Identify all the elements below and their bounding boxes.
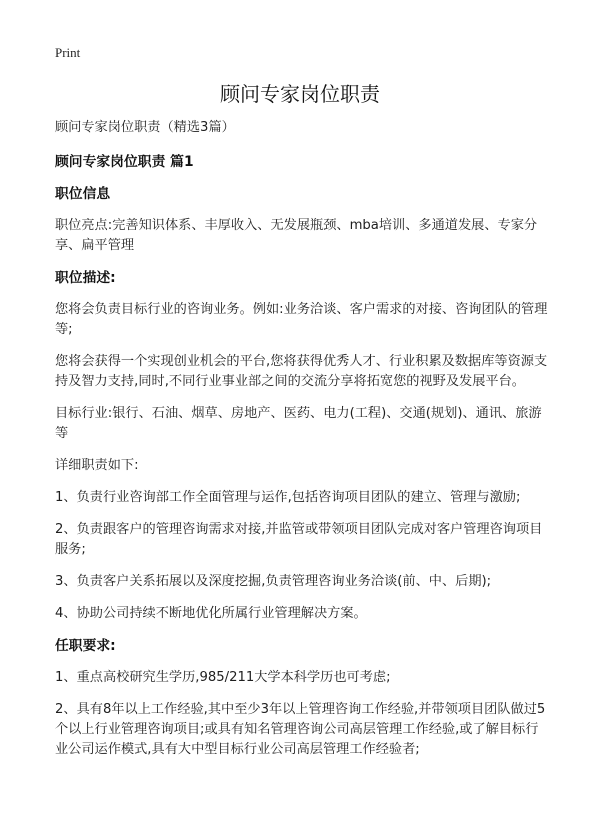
duty-item-2: 2、负责跟客户的管理咨询需求对接,并监管或带领项目团队完成对客户管理咨询项目服务; — [55, 522, 543, 557]
requirement-item-1: 1、重点高校研究生学历,985/211大学本科学历也可考虑; — [55, 670, 391, 685]
requirement-item-2: 2、具有8年以上工作经验,其中至少3年以上管理咨询工作经验,并带领项目团队做过5个以上行业管理咨询项目;或具有知名管理咨询公司高层管理工作经验,或了解目标行业公司运作模式,具有大中型目标行业公司高层管理工作经验者; — [55, 702, 546, 757]
article-heading: 顾问专家岗位职责 篇1 — [55, 154, 194, 170]
page-title: 顾问专家岗位职责 — [220, 82, 380, 106]
duty-item-3: 3、负责客户关系拓展以及深度挖掘,负责管理咨询业务洽谈(前、中、后期); — [55, 574, 492, 589]
document-body — [55, 118, 550, 772]
section-heading-job-info: 职位信息 — [55, 186, 111, 202]
duty-item-4: 4、协助公司持续不断地优化所属行业管理解决方案。 — [55, 606, 367, 621]
section-heading-requirements: 任职要求: — [55, 638, 116, 654]
print-link[interactable]: Print — [55, 45, 81, 60]
description-paragraph-2: 您将会获得一个实现创业机会的平台,您将获得优秀人才、行业积累及数据库等资源支持及智力支持,同时,不同行业事业部之间的交流分享将拓宽您的视野及发展平台。 — [55, 354, 548, 389]
duty-item-1: 1、负责行业咨询部工作全面管理与运作,包括咨询项目团队的建立、管理与激励; — [55, 490, 521, 505]
document-subtitle: 顾问专家岗位职责（精选3篇） — [55, 120, 235, 135]
job-highlights-text: 职位亮点:完善知识体系、丰厚收入、无发展瓶颈、mba培训、多通道发展、专家分享、扁平管理 — [55, 218, 538, 253]
description-paragraph-3: 目标行业:银行、石油、烟草、房地产、医药、电力(工程)、交通(规划)、通讯、旅游等 — [55, 406, 542, 441]
section-heading-job-description: 职位描述: — [55, 270, 116, 286]
duties-intro: 详细职责如下: — [55, 458, 139, 473]
description-paragraph-1: 您将会负责目标行业的咨询业务。例如:业务洽谈、客户需求的对接、咨询团队的管理等; — [55, 302, 548, 337]
